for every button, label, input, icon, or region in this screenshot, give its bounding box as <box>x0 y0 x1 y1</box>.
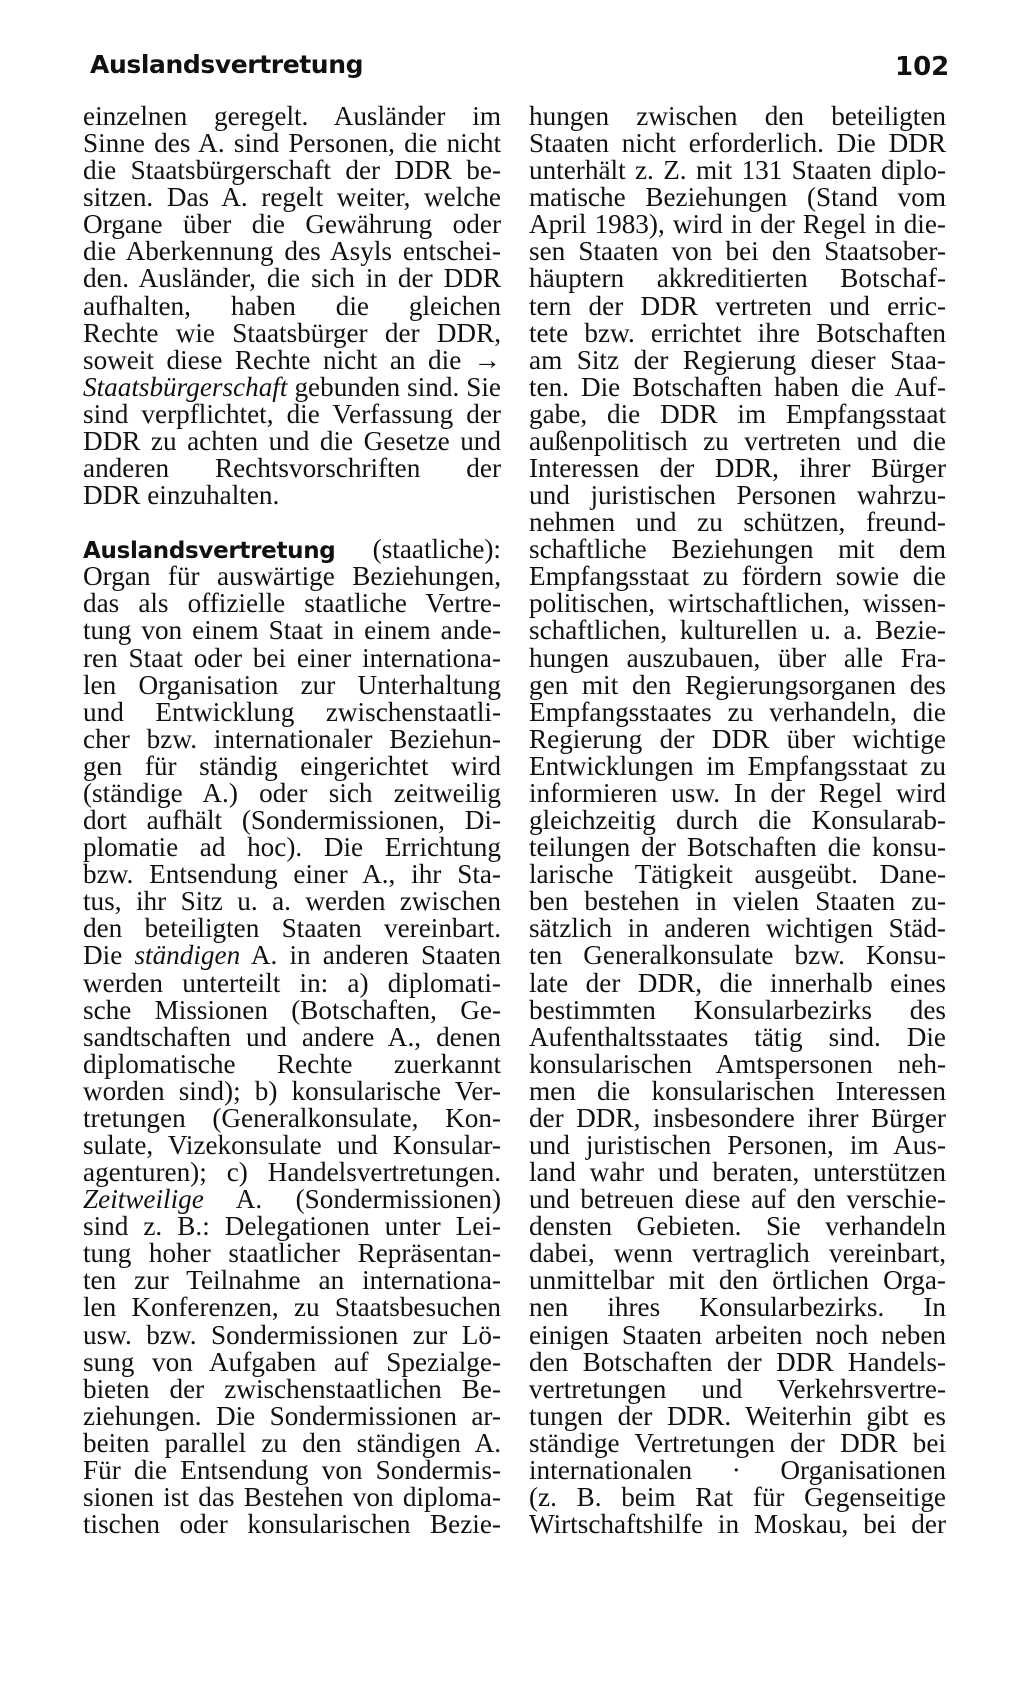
paragraph-gap <box>83 509 501 536</box>
text-line: matische Beziehungen (Stand vom <box>529 182 946 213</box>
text-line: tus, ihr Sitz u. a. werden zwischen <box>83 886 501 917</box>
text-line: beiten parallel zu den ständigen A. <box>83 1427 501 1458</box>
text-line: ten Generalkonsulate bzw. Konsu- <box>529 940 946 971</box>
text-line: einigen Staaten arbeiten noch neben <box>529 1319 946 1350</box>
text-line: late der DDR, die innerhalb eines <box>529 967 946 998</box>
text-fragment: gebunden sind. Sie <box>294 371 502 402</box>
text-line: Interessen der DDR, ihrer Bürger <box>529 453 946 484</box>
text-line: Sinne des A. sind Personen, die nicht <box>83 128 501 159</box>
text-line: außenpolitisch zu vertreten und die <box>529 425 946 456</box>
text-line: tern der DDR vertreten und erric- <box>529 290 946 321</box>
text-line: sitzen. Das A. regelt weiter, welche <box>83 182 501 213</box>
text-line: bieten der zwischenstaatlichen Be- <box>83 1373 501 1404</box>
text-line: den Botschaften der DDR Handels- <box>529 1346 946 1377</box>
text-line: gen mit den Regierungsorganen des <box>529 669 946 700</box>
text-line: (z. B. beim Rat für Gegenseitige <box>529 1481 946 1512</box>
text-line: densten Gebieten. Sie verhandeln <box>529 1211 946 1242</box>
text-line: cher bzw. internationaler Beziehun- <box>83 723 501 754</box>
text-line: einzelnen geregelt. Ausländer im <box>83 101 501 131</box>
text-line: anderen Rechtsvorschriften der <box>83 453 501 484</box>
text-line: die Aberkennung des Asyls entschei- <box>83 236 501 267</box>
emphasis-zeitweilige: Zeitweilige <box>83 1184 204 1215</box>
text-line: sulate, Vizekonsulate und Konsular- <box>83 1129 501 1160</box>
text-fragment: Die <box>83 940 123 971</box>
text-line: unterhält z. Z. mit 131 Staaten diplo- <box>529 155 946 186</box>
text-line: ständige Vertretungen der DDR bei <box>529 1427 946 1458</box>
text-line: internationalen · Organisationen <box>529 1454 946 1485</box>
text-line: diplomatische Rechte zuerkannt <box>83 1048 501 1079</box>
text-line: teilungen der Botschaften die konsu- <box>529 832 946 863</box>
text-line: agenturen); c) Handelsvertretungen. <box>83 1157 501 1188</box>
text-line: gleichzeitig durch die Konsularab- <box>529 805 946 836</box>
text-line: dabei, wenn vertraglich vereinbart, <box>529 1238 946 1269</box>
text-line: Empfangsstaat zu fördern sowie die <box>529 561 946 592</box>
text-fragment: A. in anderen Staaten <box>250 940 501 971</box>
text-line: gabe, die DDR im Empfangsstaat <box>529 398 946 429</box>
text-line: usw. bzw. Sondermissionen zur Lö- <box>83 1319 501 1350</box>
text-line: schaftlichen, kulturellen u. a. Bezie- <box>529 615 946 646</box>
text-line: DDR zu achten und die Gesetze und <box>83 425 501 456</box>
entry-qualifier: (staatliche): <box>372 534 501 565</box>
text-line: worden sind); b) konsularische Ver- <box>83 1075 501 1106</box>
text-line: ren Staat oder bei einer internationa- <box>83 642 501 673</box>
text-line: die Staatsbürgerschaft der DDR be- <box>83 155 501 186</box>
text-line: sind verpflichtet, die Verfassung der <box>83 398 501 429</box>
text-line: unmittelbar mit den örtlichen Orga- <box>529 1265 946 1296</box>
text-line: (ständige A.) oder sich zeitweilig <box>83 777 501 808</box>
text-line: land wahr und beraten, unterstützen <box>529 1157 946 1188</box>
text-line: sätzlich in anderen wichtigen Städ- <box>529 913 946 944</box>
text-line: der DDR, insbesondere ihrer Bürger <box>529 1102 946 1133</box>
cross-reference-staatsbuergerschaft[interactable]: Staatsbürgerschaft <box>83 371 288 402</box>
emphasis-staendigen: ständigen <box>134 940 241 971</box>
text-line: Aufenthaltsstaates tätig sind. Die <box>529 1021 946 1052</box>
text-line: ten zur Teilnahme an internationa- <box>83 1265 501 1296</box>
text-line: Rechte wie Staatsbürger der DDR, <box>83 317 501 348</box>
text-line: ziehungen. Die Sondermissionen ar- <box>83 1400 501 1431</box>
text-line: schaftliche Beziehungen mit dem <box>529 534 946 565</box>
text-line: und juristischen Personen wahrzu- <box>529 480 946 511</box>
text-line: len Organisation zur Unterhaltung <box>83 669 501 700</box>
running-head: Auslandsvertretung <box>90 50 364 79</box>
text-line: Empfangsstaates zu verhandeln, die <box>529 696 946 727</box>
text-line: dort aufhält (Sondermissionen, Di- <box>83 805 501 836</box>
text-line: gen für ständig eingerichtet wird <box>83 750 501 781</box>
text-line: tretungen (Generalkonsulate, Kon- <box>83 1102 501 1133</box>
text-line <box>83 1186 501 1213</box>
text-line: tete bzw. errichtet ihre Botschaften <box>529 317 946 348</box>
text-line: bzw. Entsendung einer A., ihr Sta- <box>83 859 501 890</box>
text-line: hungen zwischen den beteiligten <box>529 101 946 131</box>
text-line: Für die Entsendung von Sondermis- <box>83 1454 501 1485</box>
right-column <box>529 103 946 1538</box>
text-line: und juristischen Personen, im Aus- <box>529 1129 946 1160</box>
entry-heading-line <box>83 536 501 563</box>
text-line: tungen der DDR. Weiterhin gibt es <box>529 1400 946 1431</box>
text-line: aufhalten, haben die gleichen <box>83 290 501 321</box>
text-line: plomatie ad hoc). Die Errichtung <box>83 832 501 863</box>
text-line: bestimmten Konsularbezirks des <box>529 994 946 1025</box>
text-line: April 1983), wird in der Regel in die- <box>529 209 946 240</box>
page-number: 102 <box>895 52 950 82</box>
text-line: tung hoher staatlicher Repräsentan- <box>83 1238 501 1269</box>
text-line: Regierung der DDR über wichtige <box>529 723 946 754</box>
text-line: werden unterteilt in: a) diplomati- <box>83 967 501 998</box>
text-line: Organ für auswärtige Beziehungen, <box>83 561 501 592</box>
text-line: und betreuen diese auf den verschie- <box>529 1184 946 1215</box>
text-line: sind z. B.: Delegationen unter Lei- <box>83 1211 501 1242</box>
text-line: und Entwicklung zwischenstaatli- <box>83 696 501 727</box>
text-line: DDR einzuhalten. <box>83 480 280 511</box>
text-line: soweit diese Rechte nicht an die → <box>83 344 501 375</box>
text-line: häuptern akkreditierten Botschaf- <box>529 263 946 294</box>
text-line: sche Missionen (Botschaften, Ge- <box>83 994 501 1025</box>
text-line: men die konsularischen Interessen <box>529 1075 946 1106</box>
text-line: Organe über die Gewährung oder <box>83 209 501 240</box>
text-line: tischen oder konsularischen Bezie- <box>83 1509 501 1540</box>
text-line: Wirtschaftshilfe in Moskau, bei der <box>529 1509 946 1540</box>
text-line: nen ihres Konsularbezirks. In <box>529 1292 946 1323</box>
text-line: ten. Die Botschaften haben die Auf- <box>529 371 946 402</box>
text-line: nehmen und zu schützen, freund- <box>529 507 946 538</box>
text-line: sionen ist das Bestehen von diploma- <box>83 1481 501 1512</box>
text-line: vertretungen und Verkehrsvertre- <box>529 1373 946 1404</box>
text-line: hungen auszubauen, über alle Fra- <box>529 642 946 673</box>
text-line: sandtschaften und andere A., denen <box>83 1021 501 1052</box>
text-line: den beteiligten Staaten vereinbart. <box>83 913 501 944</box>
left-column <box>83 103 501 1538</box>
text-line: tung von einem Staat in einem ande- <box>83 615 501 646</box>
text-line: das als offizielle staatliche Vertre- <box>83 588 501 619</box>
text-line: larische Tätigkeit ausgeübt. Dane- <box>529 859 946 890</box>
text-fragment: A. (Sondermissionen) <box>235 1184 501 1215</box>
text-line <box>83 942 501 969</box>
text-line: sung von Aufgaben auf Spezialge- <box>83 1346 501 1377</box>
text-line: am Sitz der Regierung dieser Staa- <box>529 344 946 375</box>
text-line: sen Staaten von bei den Staatsober- <box>529 236 946 267</box>
text-line: den. Ausländer, die sich in der DDR <box>83 263 501 294</box>
text-line: Entwicklungen im Empfangsstaat zu <box>529 750 946 781</box>
text-line: politischen, wirtschaftlichen, wissen- <box>529 588 946 619</box>
entry-headword: Auslandsvertretung <box>83 538 336 565</box>
text-line: len Konferenzen, zu Staatsbesuchen <box>83 1292 501 1323</box>
text-line: konsularischen Amtspersonen neh- <box>529 1048 946 1079</box>
text-line: informieren usw. In der Regel wird <box>529 777 946 808</box>
text-line <box>83 371 502 402</box>
text-line: ben bestehen in vielen Staaten zu- <box>529 886 946 917</box>
text-line: Staaten nicht erforderlich. Die DDR <box>529 128 946 159</box>
